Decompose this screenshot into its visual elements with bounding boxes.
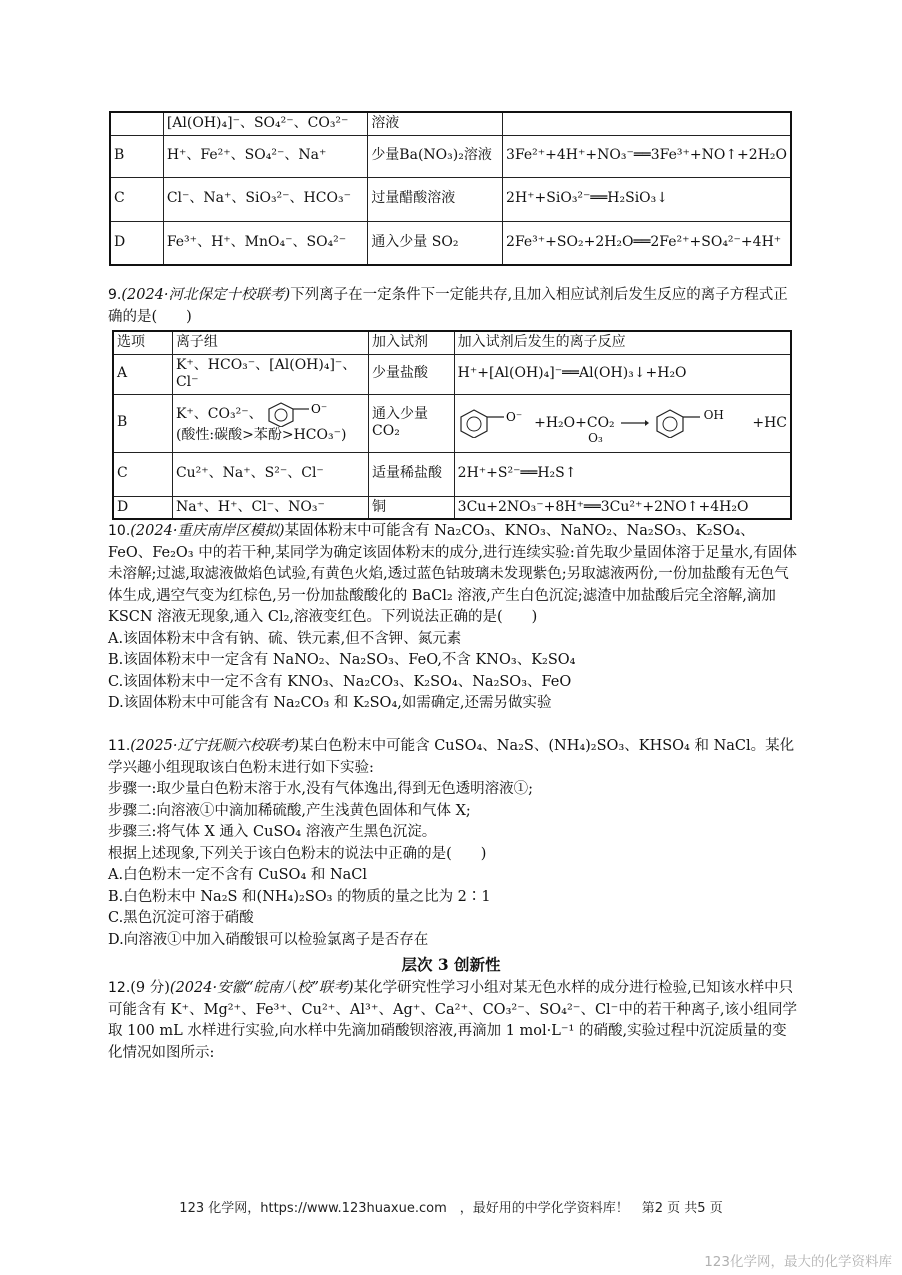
table-cell-reagent: 铜 [369, 496, 455, 519]
table-cell-reagent: 过量醋酸溶液 [368, 177, 503, 221]
table-row [110, 135, 791, 177]
question-number: 11. [108, 738, 131, 754]
question11 [108, 736, 798, 951]
svg-text:O⁻: O⁻ [505, 410, 522, 424]
question-number: 10. [108, 523, 131, 539]
table-cell-option: C [110, 177, 163, 221]
table-cell-option: D [113, 496, 172, 519]
table-cell-reaction [503, 112, 791, 135]
table-header-cell: 离子组 [172, 331, 368, 354]
section-title: 层次 3 创新性 [401, 955, 501, 974]
question9-stem [108, 285, 798, 328]
step-item: 步骤三:将气体 X 通入 CuSO₄ 溶液产生黑色沉淀。 [108, 824, 437, 840]
question-number: 9. [108, 287, 122, 303]
question-source: (2024·河北保定十校联考) [121, 287, 291, 303]
reaction-reagents: +H₂O+CO₂ [534, 415, 615, 431]
table-row [113, 496, 791, 519]
table-cell-option: B [113, 394, 172, 452]
table-cell-option [110, 112, 163, 135]
question-source: (2024·安徽“皖南八校”联考) [169, 980, 354, 996]
option-item: C.该固体粉末中一定不含有 KNO₃、Na₂CO₃、K₂SO₄、Na₂SO₃、FeO [108, 673, 572, 690]
table-cell-reaction: 3Fe²⁺+4H⁺+NO₃⁻══3Fe³⁺+NO↑+2H₂O [503, 135, 791, 177]
question10 [108, 521, 798, 715]
option-item: A.白色粉末一定不含有 CuSO₄ 和 NaCl [108, 867, 368, 883]
table-cell-ions: K⁺、HCO₃⁻、[Al(OH)₄]⁻、Cl⁻ [172, 354, 368, 394]
option-item: D.该固体粉末中可能含有 Na₂CO₃ 和 K₂SO₄,如需确定,还需另做实验 [108, 695, 552, 711]
table-header-cell: 加入试剂后发生的离子反应 [454, 331, 791, 354]
question-source: (2024·重庆南岸区模拟) [130, 523, 285, 539]
option-item: B.白色粉末中 Na₂S 和(NH₄)₂SO₃ 的物质的量之比为 2∶1 [108, 888, 491, 905]
table-cell-reaction: 2Fe³⁺+SO₂+2H₂O══2Fe²⁺+SO₄²⁻+4H⁺ [503, 221, 791, 265]
table-cell-reagent: 少量盐酸 [369, 354, 455, 394]
question-ask: 根据上述现象,下列关于该白色粉末的说法中正确的是( ) [108, 845, 487, 862]
question-number: 12. [108, 980, 131, 996]
table-cell-reagent: 少量Ba(NO₃)₂溶液 [368, 135, 503, 177]
table-row [110, 112, 791, 135]
table-row [113, 354, 791, 394]
table-cell-reagent: 适量稀盐酸 [369, 452, 455, 496]
watermark: 123化学网，最大的化学资料库 [704, 1254, 892, 1270]
reaction-subscript: O₃ [588, 431, 603, 445]
table-cell-reaction: 2H⁺+S²⁻══H₂S↑ [454, 452, 791, 496]
table-cell-ions: Fe³⁺、H⁺、MnO₄⁻、SO₄²⁻ [163, 221, 367, 265]
table-header-cell: 选项 [113, 331, 172, 354]
table-cell-ions [172, 394, 368, 452]
table-cell-option: D [110, 221, 163, 265]
question8-table [109, 111, 792, 266]
question-text: 某白色粉末中可能含 CuSO₄、Na₂S、(NH₄)₂SO₃、KHSO₄ 和 NaCl。某化学兴趣小组现取该白色粉末进行如下实验: [108, 738, 795, 776]
table-row [110, 177, 791, 221]
table-cell-ions: H⁺、Fe²⁺、SO₄²⁻、Na⁺ [163, 135, 367, 177]
option-item: A.该固体粉末中含有钠、硫、铁元素,但不含钾、氮元素 [108, 630, 462, 647]
table-header-row [113, 331, 791, 354]
table-cell-option: A [113, 354, 172, 394]
step-item: 步骤一:取少量白色粉末溶于水,没有气体逸出,得到无色透明溶液①; [108, 781, 533, 797]
table-cell-ions: [Al(OH)₄]⁻、SO₄²⁻、CO₃²⁻ [163, 112, 367, 135]
table-cell-reaction: H⁺+[Al(OH)₄]⁻══Al(OH)₃↓+H₂O [454, 354, 791, 394]
table-cell-reaction: 2H⁺+SiO₃²⁻══H₂SiO₃↓ [503, 177, 791, 221]
table-header-cell: 加入试剂 [369, 331, 455, 354]
question11-stem [108, 736, 798, 779]
table-row [113, 394, 791, 452]
table-cell-reaction: 3Cu+2NO₃⁻+8H⁺══3Cu²⁺+2NO↑+4H₂O [454, 496, 791, 519]
table-cell-ions: Cl⁻、Na⁺、SiO₃²⁻、HCO₃⁻ [163, 177, 367, 221]
table-cell-ions: Cu²⁺、Na⁺、S²⁻、Cl⁻ [172, 452, 368, 496]
phenoxide-ring-icon [267, 401, 337, 427]
option-item: D.向溶液①中加入硝酸银可以检验氯离子是否存在 [108, 931, 429, 948]
phenoxide-ring-icon [458, 408, 530, 438]
question-text: 某化学研究性学习小组对某无色水样的成分进行检验,已知该水样中只可能含有 K⁺、Mg²⁺、Fe³⁺、Cu²⁺、Al³⁺、Ag⁺、Ca²⁺、CO₃²⁻、SO₄²⁻、Cl⁻中的若干种离子,该小组同学取 100 mL 水样进行实验,向水样中先滴加硝酸钡溶液,再滴加 1 mol·L⁻¹ 的硝酸,实验过程中沉淀质量的变化情况如图所示: [108, 980, 797, 1061]
option-item: B.该固体粉末中一定含有 NaNO₂、Na₂SO₃、FeO,不含 KNO₃、K₂SO₄ [108, 652, 576, 668]
question-text: 下列离子在一定条件下一定能共存,且加入相应试剂后发生反应的离子方程式正确的是( ) [108, 287, 788, 325]
step-item: 步骤二:向溶液①中滴加稀硫酸,产生浅黄色固体和气体 X; [108, 802, 471, 819]
table-cell-reagent: 通入少量 SO₂ [368, 221, 503, 265]
arrow-icon [619, 418, 649, 428]
table-cell-reaction [454, 394, 791, 452]
phenol-oh-label: OH [703, 408, 724, 422]
page-footer: 123 化学网，https://www.123huaxue.com ，最好用的中学化学资料库！ 第2 页 共5 页 [179, 1201, 723, 1216]
table-cell-reagent: 溶液 [368, 112, 503, 135]
table-cell-option: C [113, 452, 172, 496]
question10-stem [108, 521, 798, 629]
question12 [108, 978, 798, 1064]
table-row [110, 221, 791, 265]
question9-table [112, 330, 792, 520]
table-cell-ions: Na⁺、H⁺、Cl⁻、NO₃⁻ [172, 496, 368, 519]
question-score: (9 分) [130, 980, 170, 996]
acidity-note: (酸性:碳酸>苯酚>HCO₃⁻) [175, 427, 347, 444]
svg-text:O⁻: O⁻ [311, 402, 328, 417]
reaction-products: +HC [752, 415, 787, 431]
table-cell-reagent: 通入少量 CO₂ [369, 394, 455, 452]
question-source: (2025·辽宁抚顺六校联考) [130, 738, 300, 754]
question-text: 某固体粉末中可能含有 Na₂CO₃、KNO₃、NaNO₂、Na₂SO₃、K₂SO₄、FeO、Fe₂O₃ 中的若干种,某同学为确定该固体粉末的成分,进行连续实验:首先取少量固体溶于足量水,有固体未溶解;过滤,取滤液做焰色试验,有黄色火焰,透过蓝色钴玻璃未发现紫色;另取滤液两份,一份加盐酸有无色气体生成,遇空气变为红棕色,另一份加盐酸酸化的 BaCl₂ 溶液,产生白色沉淀;滤渣中加盐酸后完全溶解,滴加 KSCN 溶液无现象,通入 Cl₂,溶液变红色。下列说法正确的是( ) [108, 523, 797, 625]
table-cell-option: B [110, 135, 163, 177]
table-row [113, 452, 791, 496]
option-item: C.黑色沉淀可溶于硝酸 [108, 910, 254, 926]
ions-text: K⁺、CO₃²⁻、 [175, 406, 263, 423]
